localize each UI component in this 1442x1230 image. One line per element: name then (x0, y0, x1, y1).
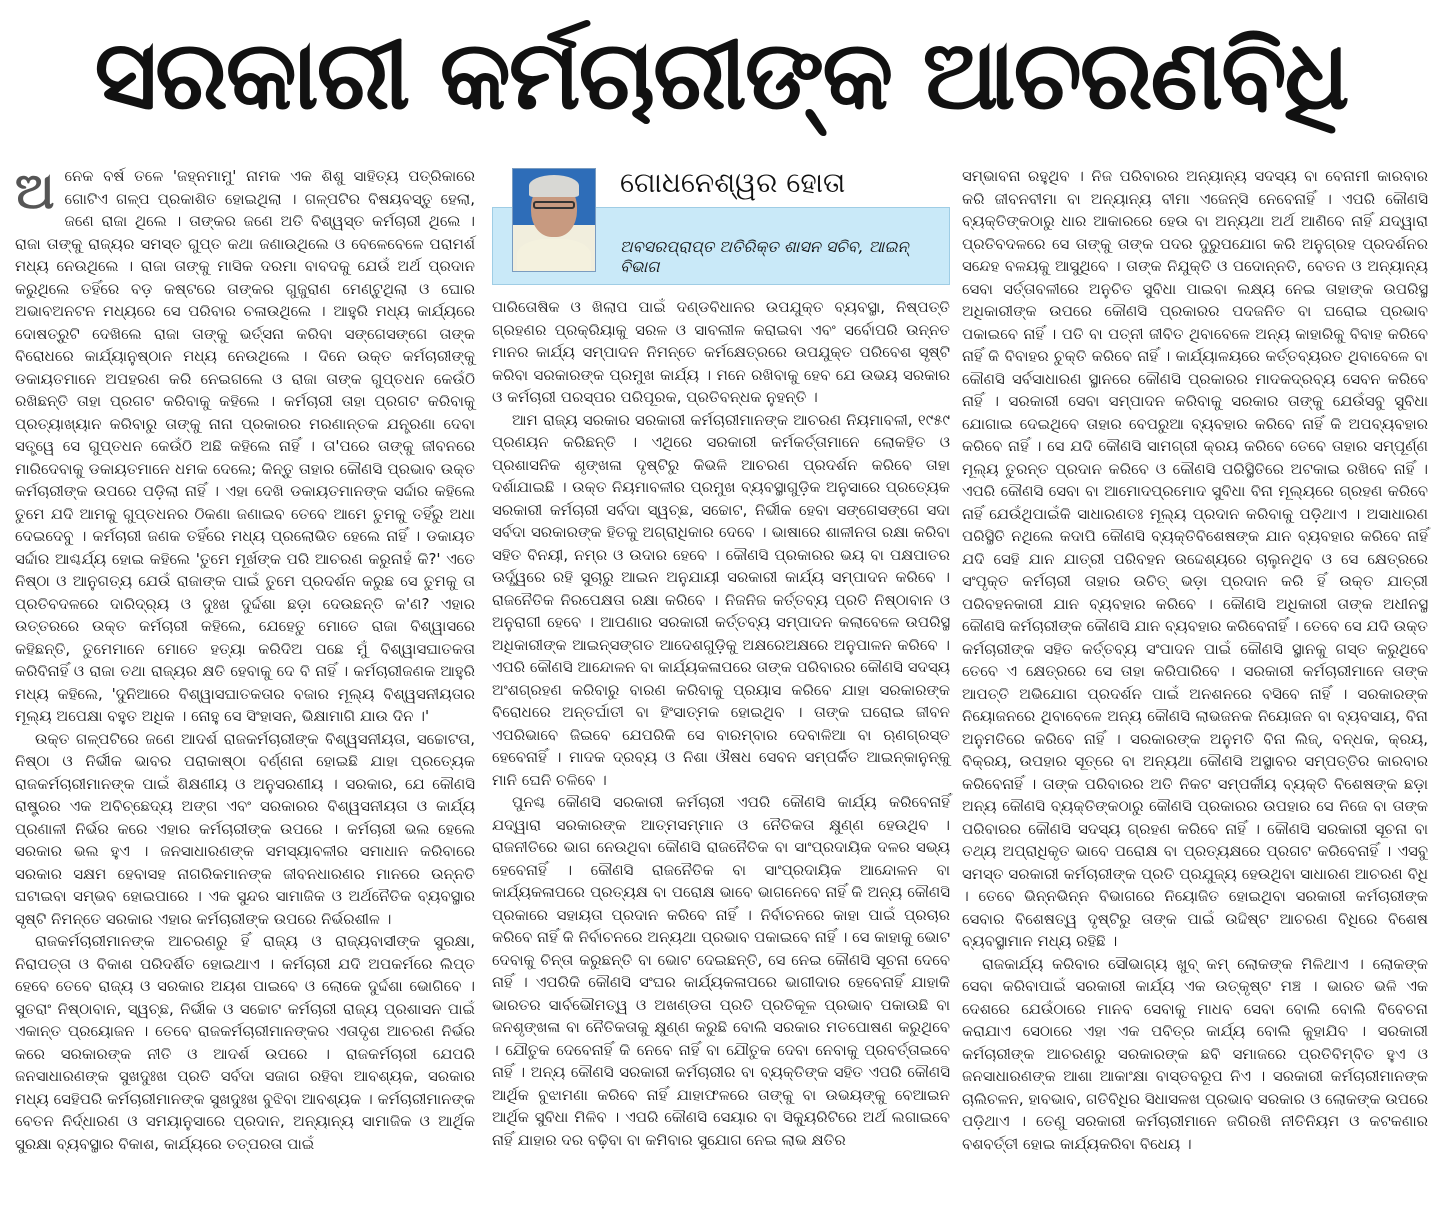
article-paragraph: ଆମ ରାଜ୍ୟ ସରକାର ସରକାରୀ କର୍ମଚାରୀମାନଙ୍କ ଆଚରଣ ନିୟମାବଳୀ, ୧୯୫୯ ପ୍ରଣୟନ କରିଛନ୍ତି । ଏଥିରେ ସରକାରୀ କର୍ମକର୍ତ୍ତାମାନେ ଲୋକହିତ ଓ ପ୍ରଶାସନିକ ଶୃଙ୍ଖଳା ଦୃଷ୍ଟିରୁ କିଭଳି ଆଚରଣ ପ୍ରଦର୍ଶନ କରିବେ ତାହା ଦର୍ଶାଯାଇଛି । ଉକ୍ତ ନିୟମାବଳୀର ପ୍ରମୁଖ ବ୍ୟବସ୍ଥାଗୁଡ଼ିକ ଅନୁସାରେ ପ୍ରତ୍ୟେକ ସରକାରୀ କର୍ମଚାରୀ ସର୍ବଦା ସ୍ୱଚ୍ଛ, ସଚ୍ଚୋଟ, ନିର୍ଭୀକ ହେବା ସଙ୍ଗେସଙ୍ଗେ ସଦା ସର୍ବଦା ସରକାରଙ୍କ ହିତକୁ ଅଗ୍ରାଧିକାର ଦେବେ । ଭାଷାରେ ଶାଳୀନତା ରକ୍ଷା କରିବା ସହିତ ବିନୟୀ, ନମ୍ର ଓ ଉଦାର ହେବେ । କୌଣସି ପ୍ରକାରର ଭୟ ବା ପକ୍ଷପାତର ଊର୍ଦ୍ଧ୍ୱରେ ରହି ସୁଚାରୁ ଆଇନ ଅନୁଯାୟୀ ସରକାରୀ କାର୍ଯ୍ୟ ସମ୍ପାଦନ କରିବେ । ରାଜନୈତିକ ନିରପେକ୍ଷତା ରକ୍ଷା କରିବେ । ନିଜନିଜ କର୍ତ୍ତବ୍ୟ ପ୍ରତି ନିଷ୍ଠାବାନ ଓ ଅନୁରାଗୀ ହେବେ । ଆପଣାର ସରକାରୀ କର୍ତ୍ତବ୍ୟ ସମ୍ପାଦନ କଲାବେଳେ ଉପରିସ୍ଥ ଅଧିକାରୀଙ୍କ ଆଇନ୍‌ସଙ୍ଗତ ଆଦେଶଗୁଡ଼ିକୁ ଅକ୍ଷରେଅକ୍ଷରେ ଅନୁପାଳନ କରିବେ । ଏପରି କୌଣସି ଆନ୍ଦୋଳନ ବା କାର୍ଯ୍ୟକଳାପରେ ତାଙ୍କ ପରିବାରର କୌଣସି ସଦସ୍ୟ ଅଂଶଗ୍ରହଣ କରିବାରୁ ବାରଣ କରିବାକୁ ପ୍ରୟାସ କରିବେ ଯାହା ସରକାରଙ୍କ ବିରୋଧରେ ଅନ୍ତର୍ଘାତୀ ବା ହିଂସାତ୍ମକ ହୋଇଥିବ । ତାଙ୍କ ଘରୋଇ ଜୀବନ ଏପରିଭାବେ ଜିଇବେ ଯେପରିକି ସେ ବାରମ୍ବାର ଦେବାଳିଆ ବା ଋଣଗ୍ରସ୍ତ ହେବେନାହିଁ । ମାଦକ ଦ୍ରବ୍ୟ ଓ ନିଶା ଔଷଧ ସେବନ ସମ୍ପର୍କିତ ଆଇନ୍‌କାନୁନ୍‌କୁ ମାନି ଘେନି ଚଳିବେ । (492, 410, 950, 789)
author-name: ଗୋଧନେଶ୍ୱର ହୋତା (620, 166, 846, 199)
article-paragraph: ରାଜକାର୍ଯ୍ୟ କରିବାର ସୌଭାଗ୍ୟ ଖୁବ୍ କମ୍ ଲୋକଙ୍କ ମିଳିଥାଏ । ଲୋକଙ୍କ ସେବା କରିବାପାଇଁ ସରକାରୀ କାର୍ଯ୍ୟ ଏକ ଉତ୍କୃଷ୍ଟ ମଞ୍ଚ । ଭାରତ ଭଳି ଏକ ଦେଶରେ ଯେଉଁଠାରେ ମାନବ ସେବାକୁ ମାଧବ ସେବା ବୋଲି ବୋଲି ବିବେଚନା କରାଯାଏ ସେଠାରେ ଏହା ଏକ ପବିତ୍ର କାର୍ଯ୍ୟ ବୋଲି କୁହାଯିବ । ସରକାରୀ କର୍ମଚାରୀଙ୍କ ଆଚରଣରୁ ସରକାରଙ୍କ ଛବି ସମାଜରେ ପ୍ରତିବିମ୍ବିତ ହୁଏ ଓ ଜନସାଧାରଣଙ୍କ ଆଶା ଆକାଂକ୍ଷା ବାସ୍ତବରୂପ ନିଏ । ସରକାରୀ କର୍ମଚାରୀମାନଙ୍କ ଚାଲିଚଳନ, ହାବଭାବ, ଗତିବିଧିର ସିଧାସଳଖ ପ୍ରଭାବ ସରକାର ଓ ଲୋକଙ୍କ ଉପରେ ପଡ଼ିଥାଏ । ତେଣୁ ସରକାରୀ କର୍ମଚାରୀମାନେ ଜଗିରଖି ନୀତିନିୟମ ଓ କଟକଣାର ବଶବର୍ତ୍ତୀ ହୋଇ କାର୍ଯ୍ୟକରିବା ବିଧେୟ । (962, 954, 1428, 1153)
author-designation: ଅବସରପ୍ରାପ୍ତ ଅତିରିକ୍ତ ଶାସନ ସଚିବ, ଆଇନ୍ ବିଭାଗ (620, 237, 909, 276)
article-column-1 (15, 162, 475, 1155)
drop-cap: ଅ (15, 162, 55, 220)
author-photo (512, 168, 596, 272)
article-paragraph (15, 162, 475, 728)
article-paragraph-text: ନେକ ବର୍ଷ ତଳେ 'ଜହ୍ନମାମୁ' ନାମକ ଏକ ଶିଶୁ ସାହିତ୍ୟ ପତ୍ରିକାରେ ଗୋଟିଏ ଗଳ୍ପ ପ୍ରକାଶିତ ହୋଇଥିଲା । ଗଳ୍ପଟିର ବିଷୟବସ୍ତୁ ହେଲା, ଜଣେ ରାଜା ଥିଲେ । ତାଙ୍କର ଜଣେ ଅତି ବିଶ୍ୱସ୍ତ କର୍ମଚାରୀ ଥିଲେ । ରାଜା ତାଙ୍କୁ ରାଜ୍ୟର ସମସ୍ତ ଗୁପ୍ତ କଥା ଜଣାଉଥିଲେ ଓ ବେଳେବେଳେ ପରାମର୍ଶ ମଧ୍ୟ ନେଉଥିଲେ । ରାଜା ତାଙ୍କୁ ମାସିକ ଦରମା ବାବଦକୁ ଯେଉଁ ଅର୍ଥ ପ୍ରଦାନ କରୁଥିଲେ ତହିଁରେ ବଡ଼ କଷ୍ଟରେ ତାଙ୍କର ଗୁଜୁରାଣ ମେଣ୍ଟୁଥିଲା ଓ ଘୋର ଅଭାବଅନଟନ ମଧ୍ୟରେ ସେ ପରିବାର ଚଳାଉଥିଲେ । ଆହୁରି ମଧ୍ୟ କାର୍ଯ୍ୟରେ ଦୋଷତ୍ରୁଟି ଦେଖିଲେ ରାଜା ତାଙ୍କୁ ଭର୍ତ୍ସନା କରିବା ସଙ୍ଗେସଙ୍ଗେ ତାଙ୍କ ବିରୋଧରେ କାର୍ଯ୍ୟାନୁଷ୍ଠାନ ମଧ୍ୟ ନେଉଥିଲେ । ଦିନେ ଉକ୍ତ କର୍ମଚାରୀଙ୍କୁ ଡକାୟତମାନେ ଅପହରଣ କରି ନେଇଗଲେ ଓ ରାଜା ତାଙ୍କ ଗୁପ୍ତଧନ କେଉଁଠି ରଖିଛନ୍ତି ତାହା ପ୍ରଗଟ କରିବାକୁ କହିଲେ । କର୍ମଚାରୀ ତାହା ପ୍ରଗଟ କରିବାକୁ ପ୍ରତ୍ୟାଖ୍ୟାନ କରିବାରୁ ତାଙ୍କୁ ନାନା ପ୍ରକାରର ମରଣାନ୍ତକ ଯନ୍ତ୍ରଣା ଦେବା ସତ୍ତ୍ୱେ ସେ ଗୁପ୍ତଧନ କେଉଁଠି ଅଛି କହିଲେ ନାହିଁ । ତା'ପରେ ତାଙ୍କୁ ଜୀବନରେ ମାରିଦେବାକୁ ଡକାୟତମାନେ ଧମକ ଦେଲେ; କିନ୍ତୁ ତାହାର କୌଣସି ପ୍ରଭାବ ଉକ୍ତ କର୍ମଚାରୀଙ୍କ ଉପରେ ପଡ଼ିଲା ନାହିଁ । ଏହା ଦେଖି ଡକାୟତମାନଙ୍କ ସର୍ଦ୍ଦାର କହିଲେ ତୁମେ ଯଦି ଆମକୁ ଗୁପ୍ତଧନର ଠିକଣା ଜଣାଇବ ତେବେ ଆମେ ତୁମକୁ ତହିଁରୁ ଅଧା ଦେଇଦେବୁ । କର୍ମଚାରୀ ଜଣକ ତହିଁରେ ମଧ୍ୟ ପ୍ରଲୋଭିତ ହେଲେ ନାହିଁ । ଡକାୟତ ସର୍ଦ୍ଦାର ଆଶ୍ଚର୍ଯ୍ୟ ହୋଇ କହିଲେ 'ତୁମେ ମୂର୍ଖଙ୍କ ପରି ଆଚରଣ କରୁନାହଁ କି?' ଏତେ ନିଷ୍ଠା ଓ ଆନୁଗତ୍ୟ ଯେଉଁ ରାଜାଙ୍କ ପାଇଁ ତୁମେ ପ୍ରଦର୍ଶନ କରୁଛ ସେ ତୁମକୁ ତା ପ୍ରତିବଦଳରେ ଦାରିଦ୍ର୍ୟ ଓ ଦୁଃଖ ଦୁର୍ଦ୍ଦଶା ଛଡ଼ା ଦେଉଛନ୍ତି କ'ଣ? ଏହାର ଉତ୍ତରରେ ଉକ୍ତ କର୍ମଚାରୀ କହିଲେ, ଯେହେତୁ ମୋତେ ରାଜା ବିଶ୍ୱାସରେ କହିଛନ୍ତି, ତୁମେମାନେ ମୋତେ ହତ୍ୟା କରିଦିଅ ପଛେ ମୁଁ ବିଶ୍ୱାସଘାତକତା କରିବିନାହିଁ ଓ ରାଜା ତଥା ରାଜ୍ୟର କ୍ଷତି ହେବାକୁ ଦେ ବି ନାହିଁ । କର୍ମଚାରୀଜଣକ ଆହୁରି ମଧ୍ୟ କହିଲେ, 'ଦୁନିଆରେ ବିଶ୍ୱାସଘାତକତାର ବଜାର ମୂଲ୍ୟ ବିଶ୍ୱସନୀୟତାର ମୂଲ୍ୟ ଅପେକ୍ଷା ବହୁତ ଅଧିକ । ନୋହୁ ସେ ସିଂହାସନ, ଭିକ୍ଷାମାଗି ଯାଉ ଦିନ ।' (15, 167, 475, 725)
article-paragraph: ସମ୍ଭାବନା ରହୁଥିବ । ନିଜ ପରିବାରର ଅନ୍ୟାନ୍ୟ ସଦସ୍ୟ ବା ବେନାମୀ କାରବାର କରି ଜୀବନବୀମା ବା ଅନ୍ୟାନ୍ୟ ବୀମା ଏଜେନ୍ସି ନେବେନାହିଁ । ଏପରି କୌଣସି ବ୍ୟକ୍ତିଙ୍କଠାରୁ ଧାର ଆକାରରେ ହେଉ ବା ଅନ୍ୟଥା ଅର୍ଥ ଆଣିବେ ନାହିଁ ଯଦ୍ୱାରା ପ୍ରତିବଦଳରେ ସେ ତାଙ୍କୁ ତାଙ୍କ ପଦର ଦୁରୁପଯୋଗ କରି ଅନୁଗ୍ରହ ପ୍ରଦର୍ଶନର ସନ୍ଦେହ ବଳୟକୁ ଆସୁଥିବେ । ତାଙ୍କ ନିଯୁକ୍ତି ଓ ପଦୋନ୍ନତି, ବେତନ ଓ ଅନ୍ୟାନ୍ୟ ସେବା ସର୍ତ୍ତାବଳୀରେ ଅନୁଚିତ ସୁବିଧା ପାଇବା ଲକ୍ଷ୍ୟ ନେଇ ତାହାଙ୍କ ଉପରିସ୍ଥ ଅଧିକାରୀଙ୍କ ଉପରେ କୌଣସି ପ୍ରକାରର ପଦଜନିତ ବା ଘରୋଇ ପ୍ରଭାବ ପକାଇବେ ନାହିଁ । ପତି ବା ପତ୍ନୀ ଜୀବିତ ଥିବାବେଳେ ଅନ୍ୟ କାହାରିକୁ ବିବାହ କରିବେ ନାହିଁ କି ବିବାହର ଚୁକ୍ତି କରିବେ ନାହିଁ । କାର୍ଯ୍ୟାଳୟରେ କର୍ତ୍ତବ୍ୟରତ ଥିବାବେଳେ ବା କୌଣସି ସର୍ବସାଧାରଣ ସ୍ଥାନରେ କୌଣସି ପ୍ରକାରର ମାଦକଦ୍ରବ୍ୟ ସେବନ କରିବେ ନାହିଁ । ସରକାରୀ ସେବା ସମ୍ପାଦନ କରିବାକୁ ସରକାର ତାଙ୍କୁ ଯେଉଁସବୁ ସୁବିଧା ଯୋଗାଇ ଦେଇଥିବେ ତାହାର ବେପରୁଆ ବ୍ୟବହାର କରିବେ ନାହିଁ କି ଅପବ୍ୟବହାର କରିବେ ନାହିଁ । ସେ ଯଦି କୌଣସି ସାମଗ୍ରୀ କ୍ରୟ କରିବେ ତେବେ ତାହାର ସମ୍ପୂର୍ଣ୍ଣ ମୂଲ୍ୟ ତୁରନ୍ତ ପ୍ରଦାନ କରିବେ ଓ କୌଣସି ପରିସ୍ଥିତିରେ ଅଟକାଇ ରଖିବେ ନାହିଁ । ଏପରି କୌଣସି ସେବା ବା ଆମୋଦପ୍ରମୋଦ ସୁବିଧା ବିନା ମୂଲ୍ୟରେ ଗ୍ରହଣ କରିବେ ନାହିଁ ଯେଉଁଥିପାଇଁକି ସାଧାରଣତଃ ମୂଲ୍ୟ ପ୍ରଦାନ କରିବାକୁ ପଡ଼ିଥାଏ । ଅସାଧାରଣ ପରିସ୍ଥିତି ନଥିଲେ କଦାପି କୌଣସି ବ୍ୟକ୍ତିବିଶେଷଙ୍କ ଯାନ ବ୍ୟବହାର କରିବେ ନାହିଁ ଯଦି ସେହି ଯାନ ଯାତ୍ରୀ ପରିବହନ ଉଦ୍ଦେଶ୍ୟରେ ଚାଲୁନଥିବ ଓ ସେ କ୍ଷେତ୍ରରେ ସଂପୃକ୍ତ କର୍ମଚାରୀ ତାହାର ଉଚିତ୍ ଭଡ଼ା ପ୍ରଦାନ କରି ହିଁ ଉକ୍ତ ଯାତ୍ରୀ ପରିବହନକାରୀ ଯାନ ବ୍ୟବହାର କରିବେ । କୌଣସି ଅଧିକାରୀ ତାଙ୍କ ଅଧୀନସ୍ଥ କୌଣସି କର୍ମଚାରୀଙ୍କ କୌଣସି ଯାନ ବ୍ୟବହାର କରିବେନାହିଁ । ତେବେ ସେ ଯଦି ଉକ୍ତ କର୍ମଚାରୀଙ୍କ ସହିତ କର୍ତ୍ତବ୍ୟ ସଂପାଦନ ପାଇଁ କୌଣସି ସ୍ଥାନକୁ ଗସ୍ତ କରୁଥିବେ ତେବେ ଏ କ୍ଷେତ୍ରରେ ସେ ତାହା କରିପାରିବେ । ସରକାରୀ କର୍ମଚାରୀମାନେ ତାଙ୍କ ଆପତ୍ତି ଅଭିଯୋଗ ପ୍ରଦର୍ଶନ ପାଇଁ ଅନଶନରେ ବସିବେ ନାହିଁ । ସରକାରଙ୍କ ନିୟୋଜନରେ ଥିବାବେଳେ ଅନ୍ୟ କୌଣସି ଲାଭଜନକ ନିୟୋଜନ ବା ବ୍ୟବସାୟ, ବିନା ଅନୁମତିରେ କରିବେ ନାହିଁ । ସରକାରଙ୍କ ଅନୁମତି ବିନା ଲିଜ୍, ବନ୍ଧକ, କ୍ରୟ, ବିକ୍ରୟ, ଉପହାର ସୂତ୍ରେ ବା ଅନ୍ୟଥା କୌଣସି ଅସ୍ଥାବର ସମ୍ପତ୍ତିର କାରବାର କରିବେନାହିଁ । ତାଙ୍କ ପରିବାରର ଅତି ନିକଟ ସମ୍ପର୍କୀୟ ବ୍ୟକ୍ତି ବିଶେଷଙ୍କ ଛଡ଼ା ଅନ୍ୟ କୌଣସି ବ୍ୟକ୍ତିଙ୍କଠାରୁ କୌଣସି ପ୍ରକାରର ଉପହାର ସେ ନିଜେ ବା ତାଙ୍କ ପରିବାରର କୌଣସି ସଦସ୍ୟ ଗ୍ରହଣ କରିବେ ନାହିଁ । କୌଣସି ସରକାରୀ ସୂଚନା ବା ତଥ୍ୟ ଅପ୍ରାଧିକୃତ ଭାବେ ପରୋକ୍ଷ ବା ପ୍ରତ୍ୟକ୍ଷରେ ପ୍ରଗଟ କରିବେନାହିଁ । ଏସବୁ ସମସ୍ତ ସରକାରୀ କର୍ମଚାରୀଙ୍କ ପ୍ରତି ପ୍ରଯୁଜ୍ୟ ହେଉଥିବା ସାଧାରଣ ଆଚରଣ ବିଧି । ତେବେ ଭିନ୍ନଭିନ୍ନ ବିଭାଗରେ ନିୟୋଜିତ ହୋଇଥିବା ସରକାରୀ କର୍ମଚାରୀଙ୍କ ସେବାର ବିଶେଷତ୍ୱ ଦୃଷ୍ଟିରୁ ତାଙ୍କ ପାଇଁ ଉଦ୍ଦିଷ୍ଟ ଆଚରଣ ବିଧିରେ ବିଶେଷ ବ୍ୟବସ୍ଥାମାନ ମଧ୍ୟ ରହିଛି । (962, 167, 1428, 950)
author-box (492, 160, 950, 285)
article-column-2 (492, 296, 950, 1151)
article-paragraph: ଉକ୍ତ ଗଳ୍ପଟିରେ ଜଣେ ଆଦର୍ଶ ରାଜକର୍ମଚାରୀଙ୍କ ବିଶ୍ୱସନୀୟତା, ସଚ୍ଚୋଟତା, ନିଷ୍ଠା ଓ ନିର୍ଭୀକ ଭାବର ପରାକାଷ୍ଠା ବର୍ଣ୍ଣନା ହୋଇଛି ଯାହା ପ୍ରତ୍ୟେକ ରାଜକର୍ମଚାରୀମାନଙ୍କ ପାଇଁ ଶିକ୍ଷଣୀୟ ଓ ଅନୁସରଣୀୟ । ସରକାର, ଯେ କୌଣସି ରାଷ୍ଟ୍ରର ଏକ ଅବିଚ୍ଛେଦ୍ୟ ଅଙ୍ଗ ଏବଂ ସରକାରର ବିଶ୍ୱସନୀୟତା ଓ କାର୍ଯ୍ୟ ପ୍ରଣାଳୀ ନିର୍ଭର କରେ ଏହାର କର୍ମଚାରୀଙ୍କ ଉପରେ । କର୍ମଚାରୀ ଭଲ ହେଲେ ସରକାର ଭଲ ହୁଏ । ଜନସାଧାରଣଙ୍କ ସମସ୍ୟାବଳୀର ସମାଧାନ କରିବାରେ ସରକାର ସକ୍ଷମ ହେବାସହ ନାଗରିକମାନଙ୍କ ଜୀବନଧାରଣର ମାନରେ ଉନ୍ନତି ଘଟାଇବା ସମ୍ଭବ ହୋଇପାରେ । ଏକ ସୁନ୍ଦର ସାମାଜିକ ଓ ଅର୍ଥନୈତିକ ବ୍ୟବସ୍ଥାର ସୃଷ୍ଟି ନିମନ୍ତେ ସରକାର ଏହାର କର୍ମଚାରୀଙ୍କ ଉପରେ ନିର୍ଭରଶୀଳ । (15, 729, 475, 928)
article-paragraph: ପାରିତୋଷିକ ଓ ଖିଲାପ ପାଇଁ ଦଣ୍ଡବିଧାନର ଉପଯୁକ୍ତ ବ୍ୟବସ୍ଥା, ନିଷ୍ପତ୍ତି ଗ୍ରହଣର ପ୍ରକ୍ରିୟାକୁ ସରଳ ଓ ସାବଲୀଳ କରାଇବା ଏବଂ ସର୍ବୋପରି ଉନ୍ନତ ମାନର କାର୍ଯ୍ୟ ସମ୍ପାଦନ ନିମନ୍ତେ କର୍ମକ୍ଷେତ୍ରରେ ଉପଯୁକ୍ତ ପରିବେଶ ସୃଷ୍ଟି କରିବା ସରକାରଙ୍କ ପ୍ରମୁଖ କାର୍ଯ୍ୟ । ମନେ ରଖିବାକୁ ହେବ ଯେ ଉଭୟ ସରକାର ଓ କର୍ମଚାରୀ ପରସ୍ପର ପରିପୂରକ, ପ୍ରତିବନ୍ଧକ ନୁହନ୍ତି । (492, 298, 950, 406)
headline: ସରକାରୀ କର୍ମଚାରୀଙ୍କ ଆଚରଣବିଧି (94, 19, 1348, 131)
article-column-3 (962, 165, 1428, 1155)
article-paragraph: ପୁନଶ୍ଚ କୌଣସି ସରକାରୀ କର୍ମଚାରୀ ଏପରି କୌଣସି କାର୍ଯ୍ୟ କରିବେନାହିଁ ଯଦ୍ୱାରା ସରକାରଙ୍କ ଆତ୍ମସମ୍ମାନ ଓ ନୈତିକତା କ୍ଷୁଣ୍ଣ ହେଉଥିବ । ରାଜନୀତିରେ ଭାଗ ନେଉଥିବା କୌଣସି ରାଜନୈତିକ ବା ସାଂପ୍ରଦାୟିକ ଦଳର ସଭ୍ୟ ହେବେନାହିଁ । କୌଣସି ରାଜନୈତିକ ବା ସାଂପ୍ରଦାୟିକ ଆନ୍ଦୋଳନ ବା କାର୍ଯ୍ୟକଳାପରେ ପ୍ରତ୍ୟକ୍ଷ ବା ପରୋକ୍ଷ ଭାବେ ଭାଗନେବେ ନାହିଁ କି ଅନ୍ୟ କୌଣସି ପ୍ରକାରେ ସହାୟତା ପ୍ରଦାନ କରିବେ ନାହିଁ । ନିର୍ବାଚନରେ କାହା ପାଇଁ ପ୍ରଚାର କରିବେ ନାହିଁ କି ନିର୍ବାଚନରେ ଅନ୍ୟଥା ପ୍ରଭାବ ପକାଇବେ ନାହିଁ । ସେ କାହାକୁ ଭୋଟ ଦେବାକୁ ଚିନ୍ତା କରୁଛନ୍ତି ବା ଭୋଟ ଦେଇଛନ୍ତି, ସେ ନେଇ କୌଣସି ସୂଚନା ଦେବେ ନାହିଁ । ଏପରିକି କୌଣସି ସଂଘର କାର୍ଯ୍ୟକଳାପରେ ଭାଗୀଦାର ହେବେନାହିଁ ଯାହାକି ଭାରତର ସାର୍ବଭୌମତ୍ୱ ଓ ଅଖଣ୍ଡତା ପ୍ରତି ପ୍ରତିକୂଳ ପ୍ରଭାବ ପକାଉଛି ବା ଜନଶୃଙ୍ଖଳା ବା ନୈତିକତାକୁ କ୍ଷୁଣ୍ଣ କରୁଛି ବୋଲି ସରକାର ମତପୋଷଣ କରୁଥିବେ । ଯୌତୁକ ଦେବେନାହିଁ କି ନେବେ ନାହିଁ ବା ଯୌତୁକ ଦେବା ନେବାକୁ ପ୍ରବର୍ତ୍ତାଇବେ ନାହିଁ । ଅନ୍ୟ କୌଣସି ସରକାରୀ କର୍ମଚାରୀର ବା ବ୍ୟକ୍ତିଙ୍କ ସହିତ ଏପରି କୌଣସି ଆର୍ଥିକ ବୁଝାମଣା କରିବେ ନାହିଁ ଯାହାଫଳରେ ତାଙ୍କୁ ବା ଉଭୟଙ୍କୁ ବେଆଇନ ଆର୍ଥିକ ସୁବିଧା ମିଳିବ । ଏପରି କୌଣସି ସେୟାର ବା ସିକ୍ୟୁରିଟିରେ ଅର୍ଥ ଲଗାଇବେ ନାହିଁ ଯାହାର ଦର ବଢ଼ିବା ବା କମିବାର ସୁଯୋଗ ନେଇ ଲାଭ କ୍ଷତିର (492, 793, 950, 1149)
article-paragraph: ରାଜକର୍ମଚାରୀମାନଙ୍କ ଆଚରଣରୁ ହିଁ ରାଜ୍ୟ ଓ ରାଜ୍ୟବାସୀଙ୍କ ସୁରକ୍ଷା, ନିରାପତ୍ତା ଓ ବିକାଶ ପରିଦର୍ଶିତ ହୋଇଥାଏ । କର୍ମଚାରୀ ଯଦି ଅପକର୍ମରେ ଲିପ୍ତ ହେବେ ତେବେ ରାଜ୍ୟ ଓ ସରକାର ଅୟଶ ପାଇବେ ଓ ଲୋକେ ଦୁର୍ଦ୍ଦଶା ଭୋଗିବେ । ସୁତରାଂ ନିଷ୍ଠାବାନ, ସ୍ୱଚ୍ଛ, ନିର୍ଭୀକ ଓ ସଚ୍ଚୋଟ କର୍ମଚାରୀ ରାଜ୍ୟ ପ୍ରଶାସନ ପାଇଁ ଏକାନ୍ତ ପ୍ରୟୋଜନ । ତେବେ ରାଜକର୍ମଚାରୀମାନଙ୍କର ଏତାଦୃଶ ଆଚରଣ ନିର୍ଭର କରେ ସରକାରଙ୍କ ନୀତି ଓ ଆଦର୍ଶ ଉପରେ । ରାଜକର୍ମଚାରୀ ଯେପରି ଜନସାଧାରଣଙ୍କ ସୁଖଦୁଃଖ ପ୍ରତି ସର୍ବଦା ସଜାଗ ରହିବା ଆବଶ୍ୟକ, ସରକାର ମଧ୍ୟ ସେହିପରି କର୍ମଚାରୀମାନଙ୍କ ସୁଖଦୁଃଖ ବୁଝିବା ଆବଶ୍ୟକ । କର୍ମଚାରୀମାନଙ୍କ ବେତନ ନିର୍ଦ୍ଧାରଣ ଓ ସମୟାନୁସାରେ ପ୍ରଦାନ, ଅନ୍ୟାନ୍ୟ ସାମାଜିକ ଓ ଆର୍ଥିକ ସୁରକ୍ଷା ବ୍ୟବସ୍ଥାର ବିକାଶ, କାର୍ଯ୍ୟରେ ତତ୍ପରତା ପାଇଁ (15, 932, 475, 1153)
